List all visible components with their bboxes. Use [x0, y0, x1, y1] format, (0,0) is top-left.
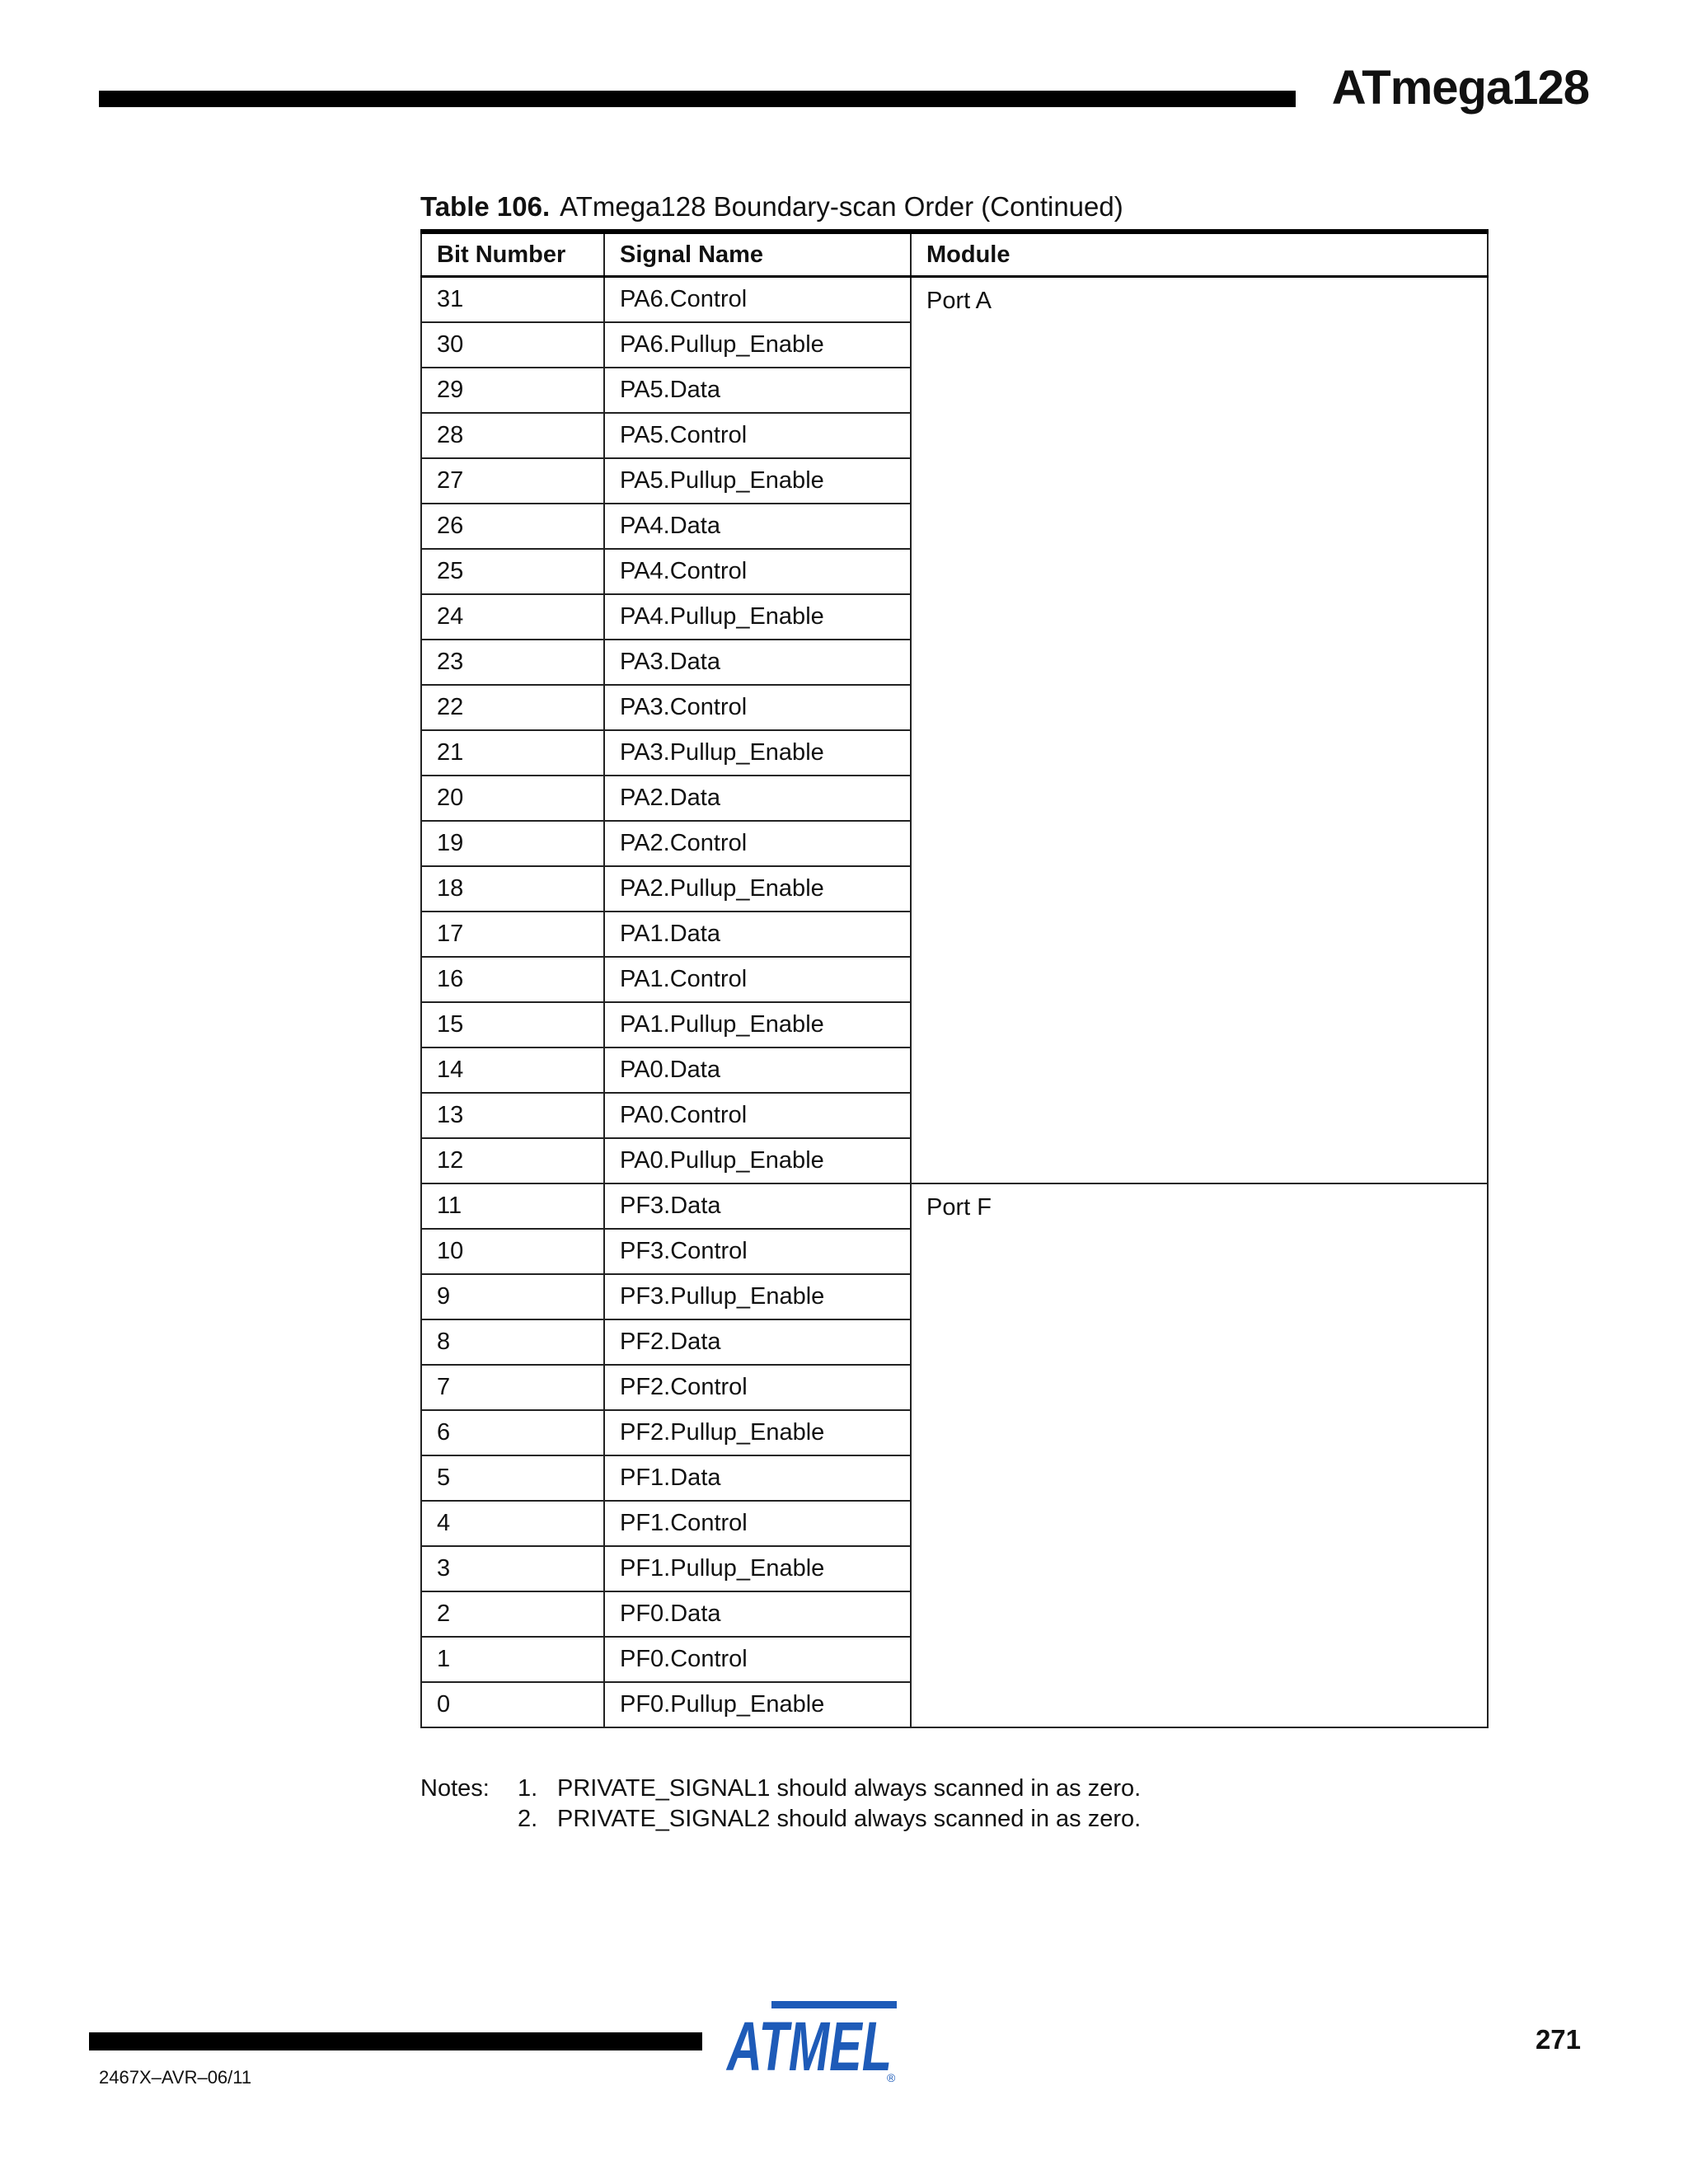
table-body — [421, 277, 1488, 1728]
signal-name-cell: PF0.Data — [604, 1591, 911, 1637]
signal-name-cell: PF2.Pullup_Enable — [604, 1410, 911, 1455]
bit-number-cell: 13 — [421, 1093, 604, 1138]
bit-number-cell: 16 — [421, 957, 604, 1002]
logo-wordmark: ATMEL — [725, 2008, 892, 2083]
signal-name-cell: PA1.Data — [604, 912, 911, 957]
bit-number-cell: 24 — [421, 594, 604, 640]
module-cell: Port A — [911, 277, 1488, 1184]
bit-number-cell: 8 — [421, 1319, 604, 1365]
signal-name-cell: PA4.Pullup_Enable — [604, 594, 911, 640]
signal-name-cell: PA5.Control — [604, 413, 911, 458]
bit-number-cell: 5 — [421, 1455, 604, 1501]
bit-number-cell: 10 — [421, 1229, 604, 1274]
note-number: 1. — [518, 1775, 538, 1802]
signal-name-cell: PF3.Pullup_Enable — [604, 1274, 911, 1319]
signal-name-cell: PA2.Pullup_Enable — [604, 866, 911, 912]
table-caption-text: ATmega128 Boundary-scan Order (Continued) — [560, 191, 1123, 222]
signal-name-cell: PA5.Pullup_Enable — [604, 458, 911, 504]
bit-number-cell: 12 — [421, 1138, 604, 1183]
signal-name-cell: PA5.Data — [604, 368, 911, 413]
bit-number-cell: 3 — [421, 1546, 604, 1591]
signal-name-cell: PA3.Data — [604, 640, 911, 685]
bit-number-cell: 11 — [421, 1183, 604, 1229]
boundary-scan-table — [420, 229, 1489, 1728]
module-cell: Port F — [911, 1183, 1488, 1727]
note-text: PRIVATE_SIGNAL1 should always scanned in as zero. — [557, 1775, 1142, 1802]
signal-name-cell: PA6.Control — [604, 277, 911, 323]
signal-name-cell: PF1.Pullup_Enable — [604, 1546, 911, 1591]
header-rule — [99, 91, 1296, 107]
page-number: 271 — [1535, 2024, 1581, 2055]
column-header-module: Module — [911, 232, 1488, 277]
column-header-signal-name: Signal Name — [604, 232, 911, 277]
bit-number-cell: 22 — [421, 685, 604, 730]
signal-name-cell: PF0.Control — [604, 1637, 911, 1682]
signal-name-cell: PA2.Control — [604, 821, 911, 866]
signal-name-cell: PA0.Control — [604, 1093, 911, 1138]
signal-name-cell: PA0.Data — [604, 1047, 911, 1093]
bit-number-cell: 21 — [421, 730, 604, 776]
footer-rule — [89, 2032, 702, 2050]
table-row — [421, 1183, 1488, 1229]
bit-number-cell: 20 — [421, 776, 604, 821]
signal-name-cell: PF1.Control — [604, 1501, 911, 1546]
bit-number-cell: 18 — [421, 866, 604, 912]
signal-name-cell: PA0.Pullup_Enable — [604, 1138, 911, 1183]
signal-name-cell: PA4.Data — [604, 504, 911, 549]
notes-label: Notes: — [420, 1775, 490, 1802]
bit-number-cell: 19 — [421, 821, 604, 866]
bit-number-cell: 26 — [421, 504, 604, 549]
bit-number-cell: 15 — [421, 1002, 604, 1047]
table-caption — [420, 191, 1123, 223]
bit-number-cell: 25 — [421, 549, 604, 594]
signal-name-cell: PA6.Pullup_Enable — [604, 322, 911, 368]
signal-name-cell: PF1.Data — [604, 1455, 911, 1501]
column-header-bit-number: Bit Number — [421, 232, 604, 277]
bit-number-cell: 29 — [421, 368, 604, 413]
note-text: PRIVATE_SIGNAL2 should always scanned in as zero. — [557, 1806, 1142, 1832]
bit-number-cell: 7 — [421, 1365, 604, 1410]
signal-name-cell: PA3.Control — [604, 685, 911, 730]
bit-number-cell: 28 — [421, 413, 604, 458]
bit-number-cell: 17 — [421, 912, 604, 957]
note-row — [420, 1804, 1141, 1835]
table-row — [421, 277, 1488, 323]
table-notes — [420, 1774, 1141, 1835]
bit-number-cell: 31 — [421, 277, 604, 323]
signal-name-cell: PA2.Data — [604, 776, 911, 821]
signal-name-cell: PF2.Control — [604, 1365, 911, 1410]
bit-number-cell: 30 — [421, 322, 604, 368]
document-title: ATmega128 — [1331, 61, 1589, 115]
bit-number-cell: 1 — [421, 1637, 604, 1682]
signal-name-cell: PF3.Data — [604, 1183, 911, 1229]
bit-number-cell: 9 — [421, 1274, 604, 1319]
signal-name-cell: PA1.Control — [604, 957, 911, 1002]
document-code: 2467X–AVR–06/11 — [99, 2067, 252, 2088]
svg-text:®: ® — [887, 2071, 896, 2083]
table-caption-number: Table 106. — [420, 191, 551, 222]
bit-number-cell: 14 — [421, 1047, 604, 1093]
bit-number-cell: 0 — [421, 1682, 604, 1727]
signal-name-cell: PF0.Pullup_Enable — [604, 1682, 911, 1727]
signal-name-cell: PA3.Pullup_Enable — [604, 730, 911, 776]
note-number: 2. — [518, 1806, 538, 1832]
signal-name-cell: PF2.Data — [604, 1319, 911, 1365]
bit-number-cell: 4 — [421, 1501, 604, 1546]
atmel-logo — [722, 1998, 903, 2083]
bit-number-cell: 27 — [421, 458, 604, 504]
bit-number-cell: 23 — [421, 640, 604, 685]
bit-number-cell: 2 — [421, 1591, 604, 1637]
signal-name-cell: PA4.Control — [604, 549, 911, 594]
note-row — [420, 1774, 1141, 1804]
signal-name-cell: PF3.Control — [604, 1229, 911, 1274]
bit-number-cell: 6 — [421, 1410, 604, 1455]
signal-name-cell: PA1.Pullup_Enable — [604, 1002, 911, 1047]
table-header-row — [421, 232, 1488, 277]
